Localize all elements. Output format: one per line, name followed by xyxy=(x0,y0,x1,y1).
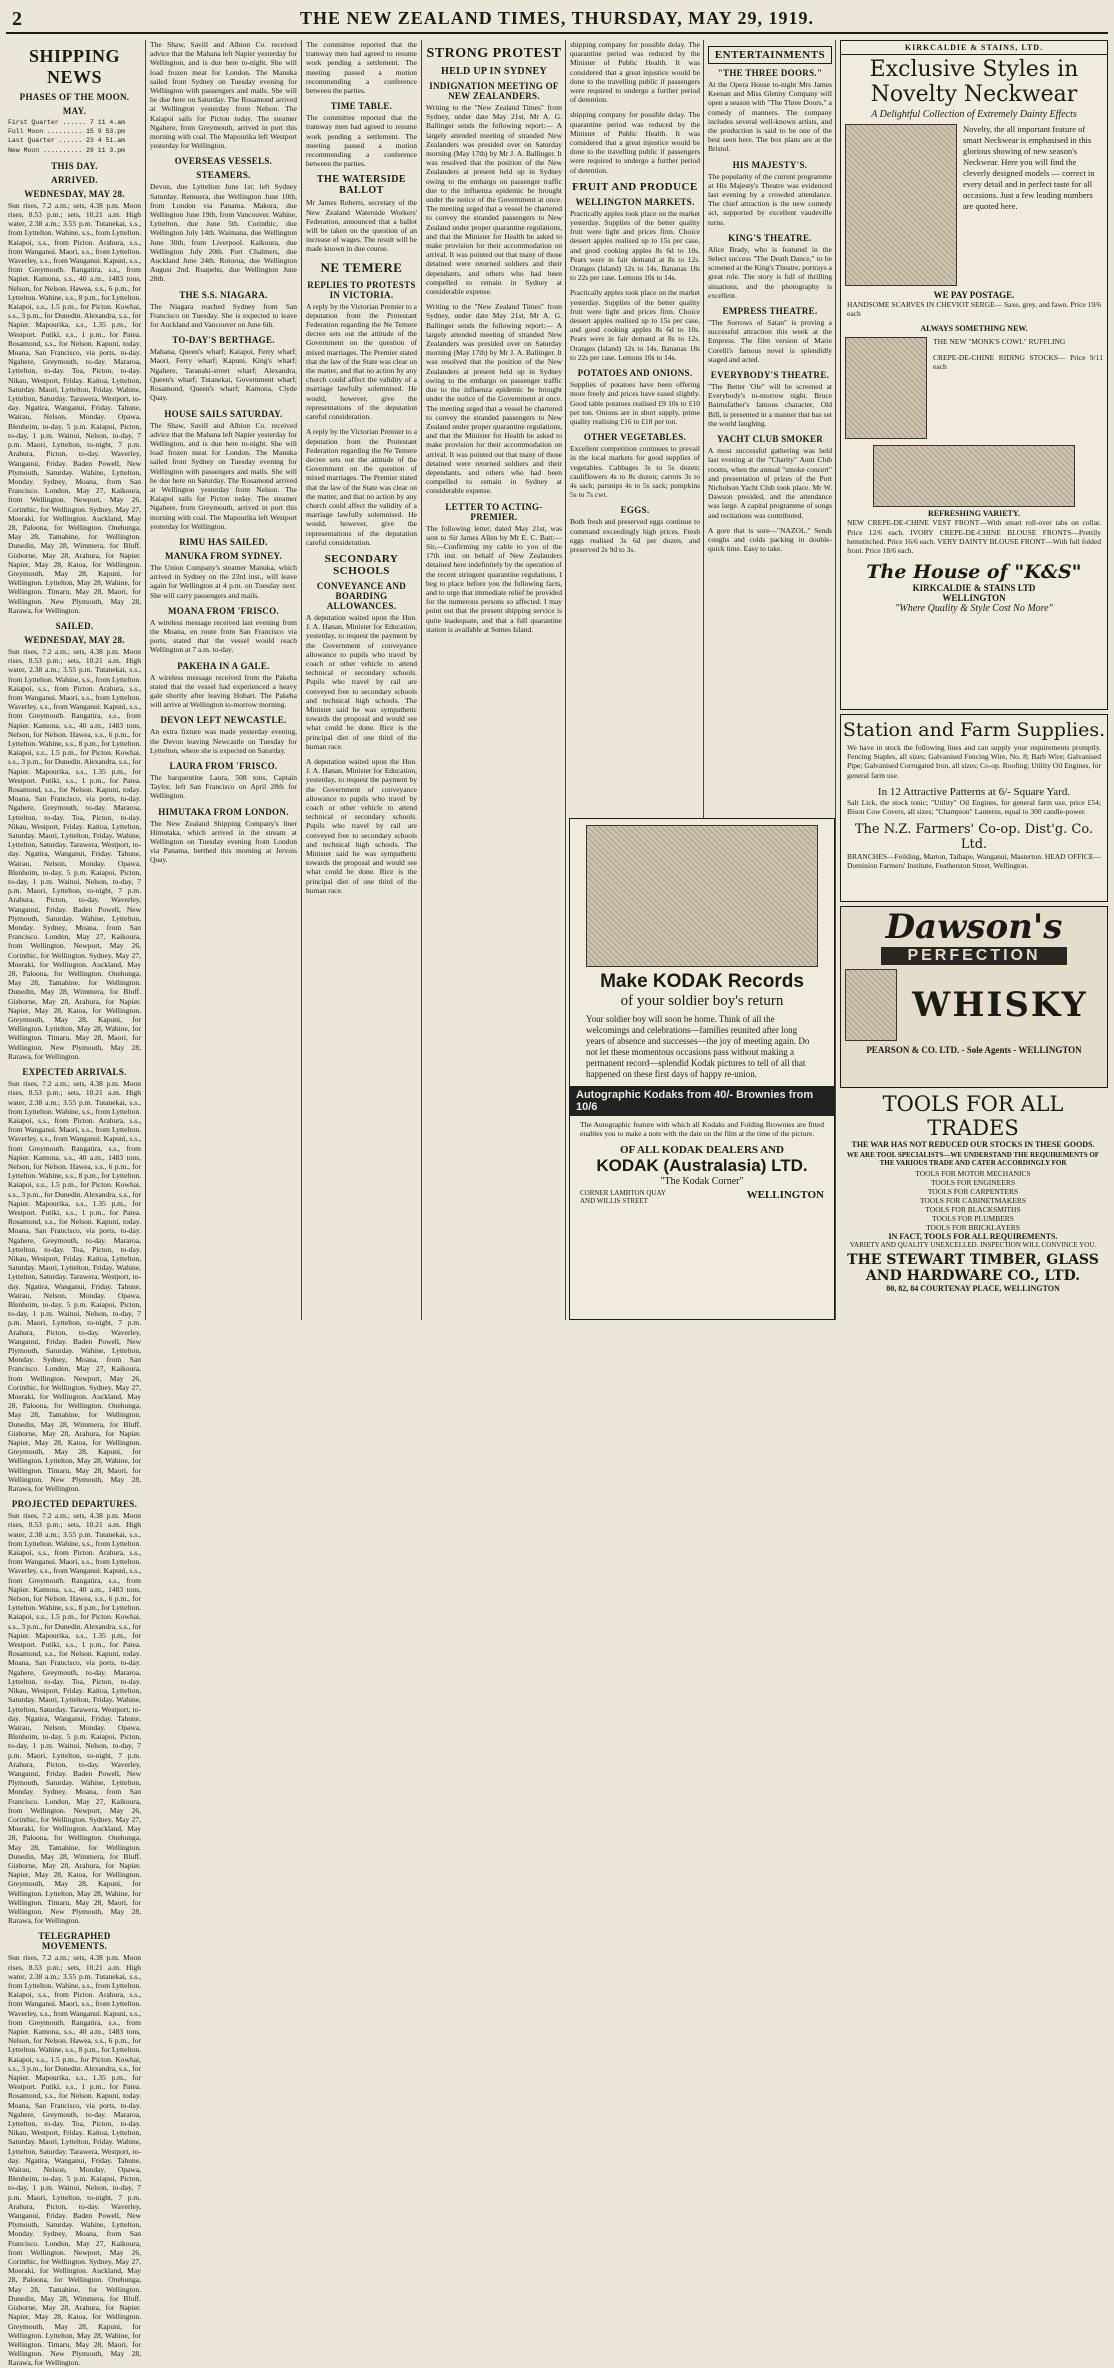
shipping-body-repeat: Sun rises, 7.2 a.m.; sets, 4.38 p.m. Moon rises, 8.53 p.m.; sets, 10.21 a.m. High water, 2.38 a.m.; 3.55 p.m. Tutanekai, s.s., from Lyttelton. Wahine, s.s., from Lyttelton. Kaiapoi, s.s., from Picton. Arahura, s.s., from Wanganui. Maori, s.s., from Lyttelton. Waverley, s.s., from Wanganui. Kapuni, s.s., from Greymouth. Rangatira, s.s., from Napier. Kamona, s.s., 40 a.m., 1483 tons, Nelson, for Nelson. Hawea, s.s., 6 p.m., for Lyttelton. Wahine, s.s., 8 p.m., for Lyttelton. Kaiapoi, s.s., 1.5 p.m., for Picton. Kowhai, s.s., 3 p.m., for Dunedin. Alexandra, s.s., for Napier. Mapourika, s.s., 1.35 p.m., for Westport. Putiki, s.s., 1 p.m., for Patea. Rosamond, s.s., for Nelson. Kapuni, today. Moana, San Francisco, via ports, to-day. Ngahere, Greymouth, to-day. Mararoa, Lyttelton, to-day. Toa, Picton, to-day. Nikau, Westport, Friday. Kaitoa, Lyttelton, Saturday. Maori, Lyttelton, Friday. Wahine, Lyttelton, Saturday. Tarawera, Westport, to-day. Ngatira, Wanganui, Friday. Tahune, Wairau, Nelson, Monday. Opawa, Blenheim, to-day, 5 p.m. Kaiapoi, Picton, to-day, 1 p.m. Wainui, Nelson, to-day, 7 p.m. Maori, Lyttelton, to-night, 7 p.m. Arahura, Picton, to-day. Waverley, Wanganui, Friday. Baden Powell, New Plymouth, Saturday. Wahine, Lyttelton, Monday. Sydney, Moana, from San Francisco. London, May 27, Kaikoura, from Wellington. Newport, May 26, Corinthic, for Wellington. Sydney, May 27, Moeraki, for Wellington. Auckland, May 28, Paloona, for Wellington. Onehunga, May 28, Tamahine, for Wellington. Dunedin, May 28, Wimmera, for Bluff. Gisborne, May 28, Arahura, for Napier. Napier, May 28, Katoa, for Wellington. Greymouth, May 28, Kapuni, for Wellington. Lyttelton, May 28, Wahine, for Wellington. Timaru, May 28, Maori, for Wellington. New Plymouth, May 28, Rarawa, for Wellington. xyxy=(8,646,141,1061)
entertainments-heading: ENTERTAINMENTS xyxy=(708,46,832,64)
moon-table xyxy=(8,118,141,155)
smoker-body: A most successful gathering was held last evening at the "Charity" Aunt Club rooms, when the annual "smoke concert" and presentation of prizes of the Port Nicholson Yacht Club took place. Mr W. Dawson presided, and the attendance was large. A capital programme of songs and recitations was contributed. xyxy=(708,446,832,520)
tools-line: TOOLS FOR CABINETMAKERS xyxy=(919,1196,1027,1205)
neckwear-lady-portrait xyxy=(845,337,927,439)
dawsons-perfection: PERFECTION xyxy=(881,947,1067,965)
protest-heading: STRONG PROTEST xyxy=(426,46,562,61)
col2-body-repeat: The Shaw, Savill and Albion Co. received advice that the Mahana left Napier yesterday for Wellington, and is due here to-night. She will load frozen meat for London. The Manuka sailed from Sydney on Tuesday evening for Wellington with passengers and mails. She will be due here on Saturday. The Rosamond arrived at Wellington yesterday from Nelson. The Kaiapoi sails for Picton today. The steamer Ngahere, from Greymouth, arrived in port this morning with coal. The Mapourika left Westport yesterday for Wellington. xyxy=(150,420,297,531)
dawsons-name: Dawson's xyxy=(885,907,1063,947)
tools-line: TOOLS FOR ENGINEERS xyxy=(930,1178,1016,1187)
column-rule xyxy=(421,40,422,1320)
column-protest xyxy=(426,40,562,1320)
majesty-heading: HIS MAJESTY'S. xyxy=(732,159,808,170)
steamers-heading: STEAMERS. xyxy=(196,170,251,181)
niagara-heading: THE S.S. NIAGARA. xyxy=(179,289,268,300)
moana-heading: MOANA FROM 'FRISCO. xyxy=(168,605,279,616)
shipping-news-heading: SHIPPING NEWS xyxy=(28,46,120,87)
kodak-city: WELLINGTON xyxy=(746,1189,824,1202)
soldier-return-illustration xyxy=(586,825,818,967)
secondary-heading: SECONDARY SCHOOLS xyxy=(324,552,399,577)
devon-heading: DEVON LEFT NEWCASTLE. xyxy=(160,715,287,726)
berthage-heading: TO-DAY'S BERTHAGE. xyxy=(172,335,275,346)
column-rule xyxy=(145,40,146,1320)
moon-row: Full Moon ......... 15 9 53.pm xyxy=(8,128,126,136)
shipping-block-body: shipping company for possible delay. The quarantine period was reduced by the Minister of Public Health. It was considered that a great injustice would be done to the travelling public if passengers were required to undergo a further period of detention. xyxy=(570,40,700,105)
gale-body: A wireless message received from the Pakeha stated that the vessel had experienced a heavy gale shortly after leaving Hobart. The Pakeha will arrive at Wellington to-morrow morning. xyxy=(150,672,297,710)
kodak-body: Your soldier boy will soon be home. Think of all the welcomings and celebrations—families reunited after long years of absence and successes—the joy of meeting again. Do not let these momentous occasions pass without making a permanent record—splendid Kodak pictures to tell of all that happened on these first days of happy re-union. xyxy=(586,1014,810,1079)
kings-heading: KING'S THEATRE. xyxy=(728,232,812,243)
tools-line: TOOLS FOR CARPENTERS xyxy=(927,1187,1019,1196)
dawsons-advertisement xyxy=(840,906,1108,1088)
column-rule xyxy=(301,40,302,1320)
majesty-body: The popularity of the current programme at His Majesty's Theatre was evidenced last evening by a crowded attendance. The chief attraction is the new comedy act, supported by excellent vaudeville turns. xyxy=(708,171,832,227)
moon-heading: PHASES OF THE MOON. xyxy=(19,92,130,102)
kodak-headline: Make KODAK Records xyxy=(600,971,804,992)
neckwear-crepe: CREPE-DE-CHINE RIDING STOCKS— Price 9/11 each xyxy=(933,352,1103,371)
potatoes-body: Supplies of potatoes have been offering more freely and prices have eased slightly. Good table potatoes realised £9 10s to £10 per ton. Onions are in short supply, prime quality realising £16 to £18 per ton. xyxy=(570,380,700,426)
sailing-heading: HOUSE SAILS SATURDAY. xyxy=(164,408,283,419)
ne-temere-sub: REPLIES TO PROTESTS IN VICTORIA. xyxy=(307,279,416,300)
station-title: Station and Farm Supplies. xyxy=(842,719,1106,741)
smoker-heading: YACHT CLUB SMOKER xyxy=(716,434,824,445)
neckwear-house: The House of "K&S" xyxy=(866,561,1082,584)
fruit-body-2: Practically apples took place on the market yesterday. Supplies of the better quality fruit were light and prices firm. Choice dessert apples realised up to 15s per case, and good cooking apples 8s 6d to 10s. Pears were in fair demand at 8s to 12s. Oranges (Island) 12s to 14s. Bananas 18s to 22s per case. Lemons 10s to 14s. xyxy=(570,288,700,362)
fruit-sub: WELLINGTON MARKETS. xyxy=(575,196,695,207)
col3-top-body: The committee reported that the tramway men had agreed to resume work pending a settlement. The meeting passed a motion recommending a conference between the parties. xyxy=(306,40,417,96)
kodak-small-print: The Autographic feature with which all Kodaks and Folding Brownies are fitted enables you to make a note with the date on the film at the time of the picture. xyxy=(580,1120,824,1139)
tools-list xyxy=(840,1169,1106,1232)
tools-line: TOOLS FOR BLACKSMITHS xyxy=(925,1205,1021,1214)
neckwear-advertisement xyxy=(840,40,1108,710)
neckwear-feature xyxy=(841,120,1107,290)
kings-body: Alice Brady, who is featured in the Select success "The Death Dance," to be screened at the King's Theatre, portrays a great role. The story is full of thrilling situations, and the photography is excellent. xyxy=(708,244,832,300)
arrived-heading: ARRIVED. xyxy=(51,174,98,185)
eggs-body: Both fresh and preserved eggs continue to command exceedingly high prices. Fresh eggs realised 3s 6d per dozen, and preserved 2s 9d to 3s. xyxy=(570,517,700,554)
column-rule xyxy=(835,40,836,1320)
empress-heading: EMPRESS THEATRE. xyxy=(722,306,818,317)
tools-advertisement xyxy=(840,1092,1106,1320)
laura-heading: LAURA FROM 'FRISCO. xyxy=(169,760,278,771)
tools-company: THE STEWART TIMBER, GLASS AND HARDWARE CO., LTD. xyxy=(847,1252,1099,1284)
neckwear-collars-illustration xyxy=(873,445,1075,507)
letter-heading: LETTER TO ACTING-PREMIER. xyxy=(445,501,543,522)
neckwear-house-sub: KIRKCALDIE & STAINS LTD xyxy=(912,583,1036,594)
projected-heading: PROJECTED DEPARTURES. xyxy=(11,1499,138,1510)
gale-heading: PAKEHA IN A GALE. xyxy=(177,660,270,671)
neckwear-blurb: Novelty, the all important feature of smart Neckwear is emphasised in this glorious showing of new season's Neckwear. Here you will find the cleverly designed models — correct in every detail and in perfect taste for all occasions. Just a few leading numbers are quoted here. xyxy=(963,124,1095,211)
expected-heading: EXPECTED ARRIVALS. xyxy=(22,1067,127,1078)
sailed-date: WEDNESDAY, MAY 28. xyxy=(24,634,125,645)
neckwear-title-2: Novelty Neckwear xyxy=(870,82,1078,107)
dawsons-agent: PEARSON & CO. LTD. - Sole Agents - WELLINGTON xyxy=(866,1045,1082,1055)
tools-line: TOOLS FOR BRICKLAYERS xyxy=(926,1223,1020,1232)
gore-body: A gore that is sure—"NAZOL." Sends coughs and colds packing in double-quick time. Easy to take. xyxy=(708,525,832,554)
column-rule xyxy=(565,40,566,1320)
protest-body-2: Writing to the "New Zealand Times" from Sydney, under date May 21st, Mr A. G. Ballinger sends the following report:— A largely attended meeting of stranded New Zealanders was presided over on Saturday morning (May 17th) by Mr J. A. Ballinger. It was resolved that the position of the New Zealanders at present held up in Sydney owing to the embargo on passenger traffic due to the influenza epidemic be brought under the notice of the Government at once. The meeting urged that a vessel be chartered to convey the stranded passengers to New Zealand under proper quarantine regulations, and that the Minister for Health be asked to make provision for their accommodation on arrival. It was pointed out that many of those detained were returned soldiers and their dependants, and others who had been compelled to remain in Sydney at considerable expense. xyxy=(426,302,562,496)
fruit-heading: FRUIT AND PRODUCE xyxy=(572,180,698,193)
letter-body: The following letter, dated May 21st, was sent to Sir James Allen by Mr E. C. Batt:— Sir,—Confirming my cable to you of the 17th inst. on behalf of New Zealanders detained here indefinitely by the operation of the recent stringent quarantine regulations, I beg to place before you the following facts, and to urge that immediate relief be provided for the numerous persons so affected. I may point out that the present shipping service is quite inadequate, and that a full quarantine station is available at Somes Island. xyxy=(426,523,562,634)
tools-sub: THE WAR HAS NOT REDUCED OUR STOCKS IN THESE GOODS. xyxy=(851,1140,1095,1149)
kodak-dealers: OF ALL KODAK DEALERS AND xyxy=(619,1144,784,1157)
arrived-date: WEDNESDAY, MAY 28. xyxy=(24,188,125,199)
neckwear-monks: THE NEW "MONK'S COWL" RUFFLING xyxy=(933,337,1066,347)
neckwear-always: ALWAYS SOMETHING NEW. xyxy=(920,324,1028,334)
masthead xyxy=(6,2,1108,34)
station-branches: BRANCHES—Feilding, Marton, Taihape, Wanganui, Masterton. HEAD OFFICE—Dominion Farmers' Institute, Featherston Street, Wellington. xyxy=(847,852,1101,871)
tools-title: TOOLS FOR ALL TRADES xyxy=(882,1092,1064,1140)
protest-body: Writing to the "New Zealand Times" from Sydney, under date May 21st, Mr A. G. Ballinger sends the following report:— A largely attended meeting of stranded New Zealanders was presided over on Saturday morning (May 17th) by Mr J. A. Ballinger. It was resolved that the position of the New Zealanders at present held up in Sydney owing to the embargo on passenger traffic due to the influenza epidemic be brought under the notice of the Government at once. The meeting urged that a vessel be chartered to convey the stranded passengers to New Zealand under proper quarantine regulations, and that the Minister for Health be asked to make provision for their accommodation on arrival. It was pointed out that many of those detained were returned soldiers and their dependants, and others who had been compelled to remain in Sydney at considerable expense. xyxy=(426,103,562,297)
protest-sub2: INDIGNATION MEETING OF NEW ZEALANDERS. xyxy=(429,81,559,101)
col3-top-body-2: The committee reported that the tramway men had agreed to resume work pending a settlement. The meeting passed a motion recommending a conference between the parties. xyxy=(306,113,417,169)
page-number: 2 xyxy=(12,8,22,30)
telegraph-heading: TELEGRAPHED MOVEMENTS. xyxy=(38,1931,111,1952)
three-doors-body: At the Opera House to-night Mrs James Keenan and Miss Glenny Company will open a season with "The Three Doors," a comedy of manners. The company includes several well-known artists, and the production is said to be one of the best seen here. The box plans are at the Bristol. xyxy=(708,80,832,154)
station-body: We have in stock the following lines and can supply your requirements promptly. Fencing Staples, all sizes; Galvanised Fencing Wire, No. 8; Barb Wire; Galvanised Pipe; Galvanised Corrugated Iron, all sizes; Co-op. Roofing; Utility Oil Engines, for general farm use. xyxy=(847,743,1101,780)
station-supplies-advertisement xyxy=(840,714,1108,902)
tools-address: 80, 82, 84 COURTENAY PLACE, WELLINGTON xyxy=(886,1284,1060,1293)
niagara-body: The Niagara reached Sydney from San Francisco on Tuesday. She is expected to leave for Auckland and Vancouver on June 6th. xyxy=(150,301,297,330)
kodak-company: KODAK (Australasia) LTD. xyxy=(596,1156,808,1176)
neckwear-house-city: WELLINGTON xyxy=(942,593,1006,604)
neckwear-title: Exclusive Styles in xyxy=(869,57,1079,82)
kodak-footer xyxy=(570,1187,834,1207)
column-news xyxy=(306,40,417,1320)
kodak-price-band: Autographic Kodaks from 40/- Brownies from 10/6 xyxy=(570,1086,834,1116)
laura-body: The barquentine Laura, 508 tons, Captain Taylor, left San Francisco on April 28th for Wellington. xyxy=(150,772,297,801)
ne-temere-body-2: A reply by the Victorian Premier to a deputation from the Protestant Federation regarding the Ne Temere decree sets out the attitude of the Government on the question of mixed marriages. The Premier stated that the law of the State was clear on the matter, and that no action by any church could affect the validity of a marriage lawfully solemnised. He would, however, give the representations of the deputation careful consideration. xyxy=(306,427,417,547)
rimu-heading: RIMU HAS SAILED. xyxy=(179,536,268,547)
tools-line: TOOLS FOR PLUMBERS xyxy=(932,1214,1014,1223)
moon-row: First Quarter ...... 7 11 4.am xyxy=(8,119,126,126)
this-day-heading: THIS DAY. xyxy=(51,160,98,171)
ballot-heading: THE WATERSIDE BALLOT xyxy=(316,174,407,197)
tools-requirements: IN FACT, TOOLS FOR ALL REQUIREMENTS. xyxy=(888,1232,1058,1241)
devon-body: An extra fixture was made yesterday evening, the Devon leaving Newcastle on Tuesday for Lyttelton, where she is expected on Saturday. xyxy=(150,727,297,755)
column-markets xyxy=(570,40,700,800)
eggs-heading: EGGS. xyxy=(620,505,650,516)
manuka-heading: MANUKA FROM SYDNEY. xyxy=(164,550,283,561)
neckwear-scarf-illustration xyxy=(845,124,957,286)
neckwear-postage: WE PAY POSTAGE. xyxy=(933,290,1015,300)
everybody-heading: EVERYBODY'S THEATRE. xyxy=(710,370,830,381)
overseas-body: Devon, due Lyttelton June 1st; left Sydney Saturday. Remuera, due Wellington June 10th, from London via Panama. Makura, due Wellington June 19th, from Vancouver. Wahine, Lyttelton, due June 5th. Corinthic, due Wellington July 14th. Waimana, due Wellington June 30th, from Liverpool. Kaikoura, due Wellington July 20th. Port Chalmers, due Auckland June 24th. Rotorua, due Wellington August 2nd. Ruapehu, due Wellington June 28th. xyxy=(150,182,297,284)
times-heading: TIME TABLE. xyxy=(330,101,393,112)
sailed-heading: SAILED. xyxy=(55,620,94,631)
moon-month: MAY. xyxy=(62,106,87,116)
neckwear-motto: "Where Quality & Style Cost No More" xyxy=(895,603,1053,615)
tools-pitch: WE ARE TOOL SPECIALISTS—WE UNDERSTAND THE REQUIREMENTS OF THE VARIOUS TRADE AND CATER ACCORDINGLY FOR xyxy=(846,1151,1100,1167)
neckwear-refreshing: REFRESHING VARIETY. xyxy=(928,509,1020,519)
manuka-body: The Union Company's steamer Manuka, which arrived in Sydney on the 23rd inst., will leave again for Wellington at 4 p.m. on Tuesday next. She will carry passengers and mails. xyxy=(150,562,297,600)
moon-row: New Moon .......... 29 11 3.pm xyxy=(8,146,126,154)
station-patterns: In 12 Attractive Patterns at 6/- Square Yard. xyxy=(877,785,1071,798)
shipping-block-body-2: shipping company for possible delay. The quarantine period was reduced by the Minister of Public Health. It was considered that a great injustice would be done to the travelling public if passengers were required to undergo a further period of detention. xyxy=(570,110,700,175)
three-doors-heading: "THE THREE DOORS." xyxy=(717,68,823,78)
neckwear-novelty-items: NEW CREPE-DE-CHINE VEST FRONT—With smart roll-over tabs on collar. Price 12/6 each. IVORY CREPE-DE-CHINE BLOUSE FRONTS—Prettily hemstitched. Price 16/6 each. VERY DAINTY BLOUSE FRONT—With full folded front. Price 18/6 each. xyxy=(847,518,1101,556)
berthage-body: Mahana, Queen's wharf; Kaiapoi, Ferry wharf; Maori, Ferry wharf; Kapuni, King's wharf; Ngahere, Taranaki-street wharf; Alexandra, Queen's wharf; Tutanekai, Government wharf; Rosamond, Queen's wharf; Kamona, Clyde Quay. xyxy=(150,347,297,403)
secondary-sub: CONVEYANCE AND BOARDING ALLOWANCES. xyxy=(316,580,407,611)
kodak-corner: "The Kodak Corner" xyxy=(660,1176,744,1188)
dawsons-whisky: WHISKY xyxy=(912,985,1088,1025)
ne-temere-body: A reply by the Victorian Premier to a deputation from the Protestant Federation regarding the Ne Temere decree sets out the attitude of the Government on the question of mixed marriages. The Premier stated that the law of the State was clear on the matter, and that no action by any church could affect the validity of a marriage lawfully solemnised. He would, however, give the representations of the deputation careful consideration. xyxy=(306,301,417,422)
himutaka-body: The New Zealand Shipping Company's liner Himutaka, which arrived in the stream at Wellington on Tuesday evening from London via Panama, berthed this morning at Jervois Quay. xyxy=(150,818,297,865)
tools-line: TOOLS FOR MOTOR MECHANICS xyxy=(915,1169,1031,1178)
dawsons-body xyxy=(841,965,1107,1045)
overseas-heading: OVERSEAS VESSELS. xyxy=(174,156,273,167)
column-shipping xyxy=(8,40,141,2368)
column-entertainments xyxy=(708,40,832,810)
neckwear-scarves: HANDSOME SCARVES IN CHEVIOT SERGE— Saxe, grey, and fawn. Price 19/6 each xyxy=(847,300,1101,319)
moana-body: A wireless message received last evening from the Moana, en route from San Francisco via ports, stated that the vessel would reach Wellington at 7 a.m. to-day. xyxy=(150,617,297,655)
whisky-bottle-illustration xyxy=(845,969,897,1041)
empress-body: "The Sorrows of Satan" is proving a successful attraction this week at the Empress. The film version of Marie Corelli's famous novel is splendidly staged and acted. xyxy=(708,318,832,364)
tools-variety: VARIETY AND QUALITY UNEXCELLED. INSPECTION WILL CONVINCE YOU. xyxy=(849,1241,1097,1249)
station-body-2: Salt Lick, the stock tonic; "Utility" Oil Engines, for general farm use, price £54; Bison Cow Covers, all sizes; "Champion" Lanterns, equal to 300 candle-power. xyxy=(847,797,1101,817)
neckwear-tagline: A Delightful Collection of Extremely Dainty Effects xyxy=(871,109,1077,120)
neckwear-firm: KIRKCALDIE & STAINS, LTD. xyxy=(841,41,1107,55)
kodak-address: CORNER LAMBTON QUAY AND WILLIS STREET xyxy=(580,1189,666,1206)
kodak-advertisement xyxy=(569,818,835,1320)
everybody-body: "The Better 'Ole" will be screened at Everybody's to-morrow night. Bruce Bairnsfather's famous character, Old Bill, is presented in a manner that has set the world laughing. xyxy=(708,382,832,428)
neckwear-collar-text xyxy=(927,337,1103,439)
himutaka-heading: HIMUTAKA FROM LONDON. xyxy=(158,806,289,817)
shipping-body: Sun rises, 7.2 a.m.; sets, 4.38 p.m. Moon rises, 8.53 p.m.; sets, 10.21 a.m. High water, 2.38 a.m.; 3.55 p.m. Tutanekai, s.s., from Lyttelton. Wahine, s.s., from Lyttelton. Kaiapoi, s.s., from Picton. Arahura, s.s., from Wanganui. Maori, s.s., from Lyttelton. Waverley, s.s., from Wanganui. Kapuni, s.s., from Greymouth. Rangatira, s.s., from Napier. Kamona, s.s., 40 a.m., 1483 tons, Nelson, for Nelson. Hawea, s.s., 6 p.m., for Lyttelton. Wahine, s.s., 8 p.m., for Lyttelton. Kaiapoi, s.s., 1.5 p.m., for Picton. Kowhai, s.s., 3 p.m., for Dunedin. Alexandra, s.s., for Napier. Mapourika, s.s., 1.35 p.m., for Westport. Putiki, s.s., 1 p.m., for Patea. Rosamond, s.s., for Nelson. Kapuni, today. Moana, San Francisco, via ports, to-day. Ngahere, Greymouth, to-day. Mararoa, Lyttelton, to-day. Toa, Picton, to-day. Nikau, Westport, Friday. Kaitoa, Lyttelton, Saturday. Maori, Lyttelton, Friday. Wahine, Lyttelton, Saturday. Tarawera, Westport, to-day. Ngatira, Wanganui, Friday. Tahune, Wairau, Nelson, Monday. Opawa, Blenheim, to-day, 5 p.m. Kaiapoi, Picton, to-day, 1 p.m. Wainui, Nelson, to-day, 7 p.m. Maori, Lyttelton, to-night, 7 p.m. Arahura, Picton, to-day. Waverley, Wanganui, Friday. Baden Powell, New Plymouth, Saturday. Wahine, Lyttelton, Monday. Sydney, Moana, from San Francisco. London, May 27, Kaikoura, from Wellington. Newport, May 26, Corinthic, for Wellington. Sydney, May 27, Moeraki, for Wellington. Auckland, May 28, Paloona, for Wellington. Onehunga, May 28, Tamahine, for Wellington. Dunedin, May 28, Wimmera, for Bluff. Gisborne, May 28, Arahura, for Napier. Napier, May 28, Katoa, for Wellington. Greymouth, May 28, Kapuni, for Wellington. Lyttelton, May 28, Wahine, for Wellington. Timaru, May 28, Maori, for Wellington. New Plymouth, May 28, Rarawa, for Wellington. xyxy=(8,200,141,615)
protest-sub: HELD UP IN SYDNEY xyxy=(441,66,547,77)
potatoes-heading: POTATOES AND ONIONS. xyxy=(577,368,693,379)
moon-row: Last Quarter ...... 23 4 51.am xyxy=(8,137,126,145)
station-company: The N.Z. Farmers' Co-op. Dist'g. Co. Ltd. xyxy=(854,822,1094,853)
shipping-body-expected: Sun rises, 7.2 a.m.; sets, 4.38 p.m. Moon rises, 8.53 p.m.; sets, 10.21 a.m. High water, 2.38 a.m.; 3.55 p.m. Tutanekai, s.s., from Lyttelton. Wahine, s.s., from Lyttelton. Kaiapoi, s.s., from Picton. Arahura, s.s., from Wanganui. Maori, s.s., from Lyttelton. Waverley, s.s., from Wanganui. Kapuni, s.s., from Greymouth. Rangatira, s.s., from Napier. Kamona, s.s., 40 a.m., 1483 tons, Nelson, for Nelson. Hawea, s.s., 6 p.m., for Lyttelton. Wahine, s.s., 8 p.m., for Lyttelton. Kaiapoi, s.s., 1.5 p.m., for Picton. Kowhai, s.s., 3 p.m., for Dunedin. Alexandra, s.s., for Napier. Mapourika, s.s., 1.35 p.m., for Westport. Putiki, s.s., 1 p.m., for Patea. Rosamond, s.s., for Nelson. Kapuni, today. Moana, San Francisco, via ports, to-day. Ngahere, Greymouth, to-day. Mararoa, Lyttelton, to-day. Toa, Picton, to-day. Nikau, Westport, Friday. Kaitoa, Lyttelton, Saturday. Maori, Lyttelton, Friday. Wahine, Lyttelton, Saturday. Tarawera, Westport, to-day. Ngatira, Wanganui, Friday. Tahune, Wairau, Nelson, Monday. Opawa, Blenheim, to-day, 5 p.m. Kaiapoi, Picton, to-day, 1 p.m. Wainui, Nelson, to-day, 7 p.m. Maori, Lyttelton, to-night, 7 p.m. Arahura, Picton, to-day. Waverley, Wanganui, Friday. Baden Powell, New Plymouth, Saturday. Wahine, Lyttelton, Monday. Sydney, Moana, from San Francisco. London, May 27, Kaikoura, from Wellington. Newport, May 26, Corinthic, for Wellington. Sydney, May 27, Moeraki, for Wellington. Auckland, May 28, Paloona, for Wellington. Onehunga, May 28, Tamahine, for Wellington. Dunedin, May 28, Wimmera, for Bluff. Gisborne, May 28, Arahura, for Napier. Napier, May 28, Katoa, for Wellington. Greymouth, May 28, Kapuni, for Wellington. Lyttelton, May 28, Wahine, for Wellington. Timaru, May 28, Maori, for Wellington. New Plymouth, May 28, Rarawa, for Wellington. xyxy=(8,1079,141,1494)
shipping-body-projected: Sun rises, 7.2 a.m.; sets, 4.38 p.m. Moon rises, 8.53 p.m.; sets, 10.21 a.m. High water, 2.38 a.m.; 3.55 p.m. Tutanekai, s.s., from Lyttelton. Wahine, s.s., from Lyttelton. Kaiapoi, s.s., from Picton. Arahura, s.s., from Wanganui. Maori, s.s., from Lyttelton. Waverley, s.s., from Wanganui. Kapuni, s.s., from Greymouth. Rangatira, s.s., from Napier. Kamona, s.s., 40 a.m., 1483 tons, Nelson, for Nelson. Hawea, s.s., 6 p.m., for Lyttelton. Wahine, s.s., 8 p.m., for Lyttelton. Kaiapoi, s.s., 1.5 p.m., for Picton. Kowhai, s.s., 3 p.m., for Dunedin. Alexandra, s.s., for Napier. Mapourika, s.s., 1.35 p.m., for Westport. Putiki, s.s., 1 p.m., for Patea. Rosamond, s.s., for Nelson. Kapuni, today. Moana, San Francisco, via ports, to-day. Ngahere, Greymouth, to-day. Mararoa, Lyttelton, to-day. Toa, Picton, to-day. Nikau, Westport, Friday. Kaitoa, Lyttelton, Saturday. Maori, Lyttelton, Friday. Wahine, Lyttelton, Saturday. Tarawera, Westport, to-day. Ngatira, Wanganui, Friday. Tahune, Wairau, Nelson, Monday. Opawa, Blenheim, to-day, 5 p.m. Kaiapoi, Picton, to-day, 1 p.m. Wainui, Nelson, to-day, 7 p.m. Maori, Lyttelton, to-night, 7 p.m. Arahura, Picton, to-day. Waverley, Wanganui, Friday. Baden Powell, New Plymouth, Saturday. Wahine, Lyttelton, Monday. Sydney, Moana, from San Francisco. London, May 27, Kaikoura, from Wellington. Newport, May 26, Corinthic, for Wellington. Sydney, May 27, Moeraki, for Wellington. Auckland, May 28, Paloona, for Wellington. Onehunga, May 28, Tamahine, for Wellington. Dunedin, May 28, Wimmera, for Bluff. Gisborne, May 28, Arahura, for Napier. Napier, May 28, Katoa, for Wellington. Greymouth, May 28, Kapuni, for Wellington. Lyttelton, May 28, Wahine, for Wellington. Timaru, May 28, Maori, for Wellington. New Plymouth, May 28, Rarawa, for Wellington. xyxy=(8,1511,141,1926)
secondary-body-2: A deputation waited upon the Hon. J. A. Hanan, Minister for Education, yesterday, to request the payment by the Government of conveyance allowance to pupils who travel by coach or other vehicle to attend technical or secondary schools. Pupils who travel by rail are conveyed free to secondary schools and technical high schools. The Minister said he was sympathetic towards the proposal and would see what could be done. Rice is the principal diet of one third of the human race. xyxy=(306,756,417,895)
ballot-body: Mr James Roberts, secretary of the New Zealand Waterside Workers' Federation, announced that a ballot will be taken on the question of an increase of wages. The result will be made known in due course. xyxy=(306,198,417,254)
newspaper-title: THE NEW ZEALAND TIMES, THURSDAY, MAY 29, 1919. xyxy=(300,8,814,28)
vegetables-heading: OTHER VEGETABLES. xyxy=(583,432,687,443)
column-shipping-2 xyxy=(150,40,297,1320)
neckwear-collar-feature xyxy=(841,333,1107,443)
shipping-body-telegraph: Sun rises, 7.2 a.m.; sets, 4.38 p.m. Moon rises, 8.53 p.m.; sets, 10.21 a.m. High water, 2.38 a.m.; 3.55 p.m. Tutanekai, s.s., from Lyttelton. Wahine, s.s., from Lyttelton. Kaiapoi, s.s., from Picton. Arahura, s.s., from Wanganui. Maori, s.s., from Lyttelton. Waverley, s.s., from Wanganui. Kapuni, s.s., from Greymouth. Rangatira, s.s., from Napier. Kamona, s.s., 40 a.m., 1483 tons, Nelson, for Nelson. Hawea, s.s., 6 p.m., for Lyttelton. Wahine, s.s., 8 p.m., for Lyttelton. Kaiapoi, s.s., 1.5 p.m., for Picton. Kowhai, s.s., 3 p.m., for Dunedin. Alexandra, s.s., for Napier. Mapourika, s.s., 1.35 p.m., for Westport. Putiki, s.s., 1 p.m., for Patea. Rosamond, s.s., for Nelson. Kapuni, today. Moana, San Francisco, via ports, to-day. Ngahere, Greymouth, to-day. Mararoa, Lyttelton, to-day. Toa, Picton, to-day. Nikau, Westport, Friday. Kaitoa, Lyttelton, Saturday. Maori, Lyttelton, Friday. Wahine, Lyttelton, Saturday. Tarawera, Westport, to-day. Ngatira, Wanganui, Friday. Tahune, Wairau, Nelson, Monday. Opawa, Blenheim, to-day, 5 p.m. Kaiapoi, Picton, to-day, 1 p.m. Wainui, Nelson, to-day, 7 p.m. Maori, Lyttelton, to-night, 7 p.m. Arahura, Picton, to-day. Waverley, Wanganui, Friday. Baden Powell, New Plymouth, Saturday. Wahine, Lyttelton, Monday. Sydney, Moana, from San Francisco. London, May 27, Kaikoura, from Wellington. Newport, May 26, Corinthic, for Wellington. Sydney, May 27, Moeraki, for Wellington. Auckland, May 28, Paloona, for Wellington. Onehunga, May 28, Tamahine, for Wellington. Dunedin, May 28, Wimmera, for Bluff. Gisborne, May 28, Arahura, for Napier. Napier, May 28, Katoa, for Wellington. Greymouth, May 28, Kapuni, for Wellington. Lyttelton, May 28, Wahine, for Wellington. Timaru, May 28, Maori, for Wellington. New Plymouth, May 28, Rarawa, for Wellington. xyxy=(8,1953,141,2368)
col2-intro: The Shaw, Savill and Albion Co. received advice that the Mahana left Napier yesterday for Wellington, and is due here to-night. She will load frozen meat for London. The Manuka sailed from Sydney on Tuesday evening for Wellington with passengers and mails. She will be due here on Saturday. The Rosamond arrived at Wellington yesterday from Nelson. The Kaiapoi sails for Picton today. The steamer Ngahere, from Greymouth, arrived in port this morning with coal. The Mapourika left Westport yesterday for Wellington. xyxy=(150,40,297,151)
secondary-body: A deputation waited upon the Hon. J. A. Hanan, Minister for Education, yesterday, to request the payment by the Government of conveyance allowance to pupils who travel by coach or other vehicle to attend technical or secondary schools. Pupils who travel by rail are conveyed free to secondary schools and technical high schools. The Minister said he was sympathetic towards the proposal and would see what could be done. Rice is the principal diet of one third of the human race. xyxy=(306,612,417,751)
vegetables-body: Excellent competition continues to prevail in the local markets for good supplies of vegetables. Cabbages 3s to 5s dozen; cauliflowers 4s to 8s dozen; carrots 3s to 4s sack; parsnips 4s to 5s sack; pumpkins 5s to 7s cwt. xyxy=(570,444,700,500)
kodak-subheadline: of your soldier boy's return xyxy=(620,993,784,1009)
fruit-body: Practically apples took place on the market yesterday. Supplies of the better quality fruit were light and prices firm. Choice dessert apples realised up to 15s per case, and good cooking apples 8s 6d to 10s. Pears were in fair demand at 8s to 12s. Oranges (Island) 12s to 14s. Bananas 18s to 22s per case. Lemons 10s to 14s. xyxy=(570,208,700,283)
ne-temere-heading: NE TEMERE xyxy=(320,259,403,275)
